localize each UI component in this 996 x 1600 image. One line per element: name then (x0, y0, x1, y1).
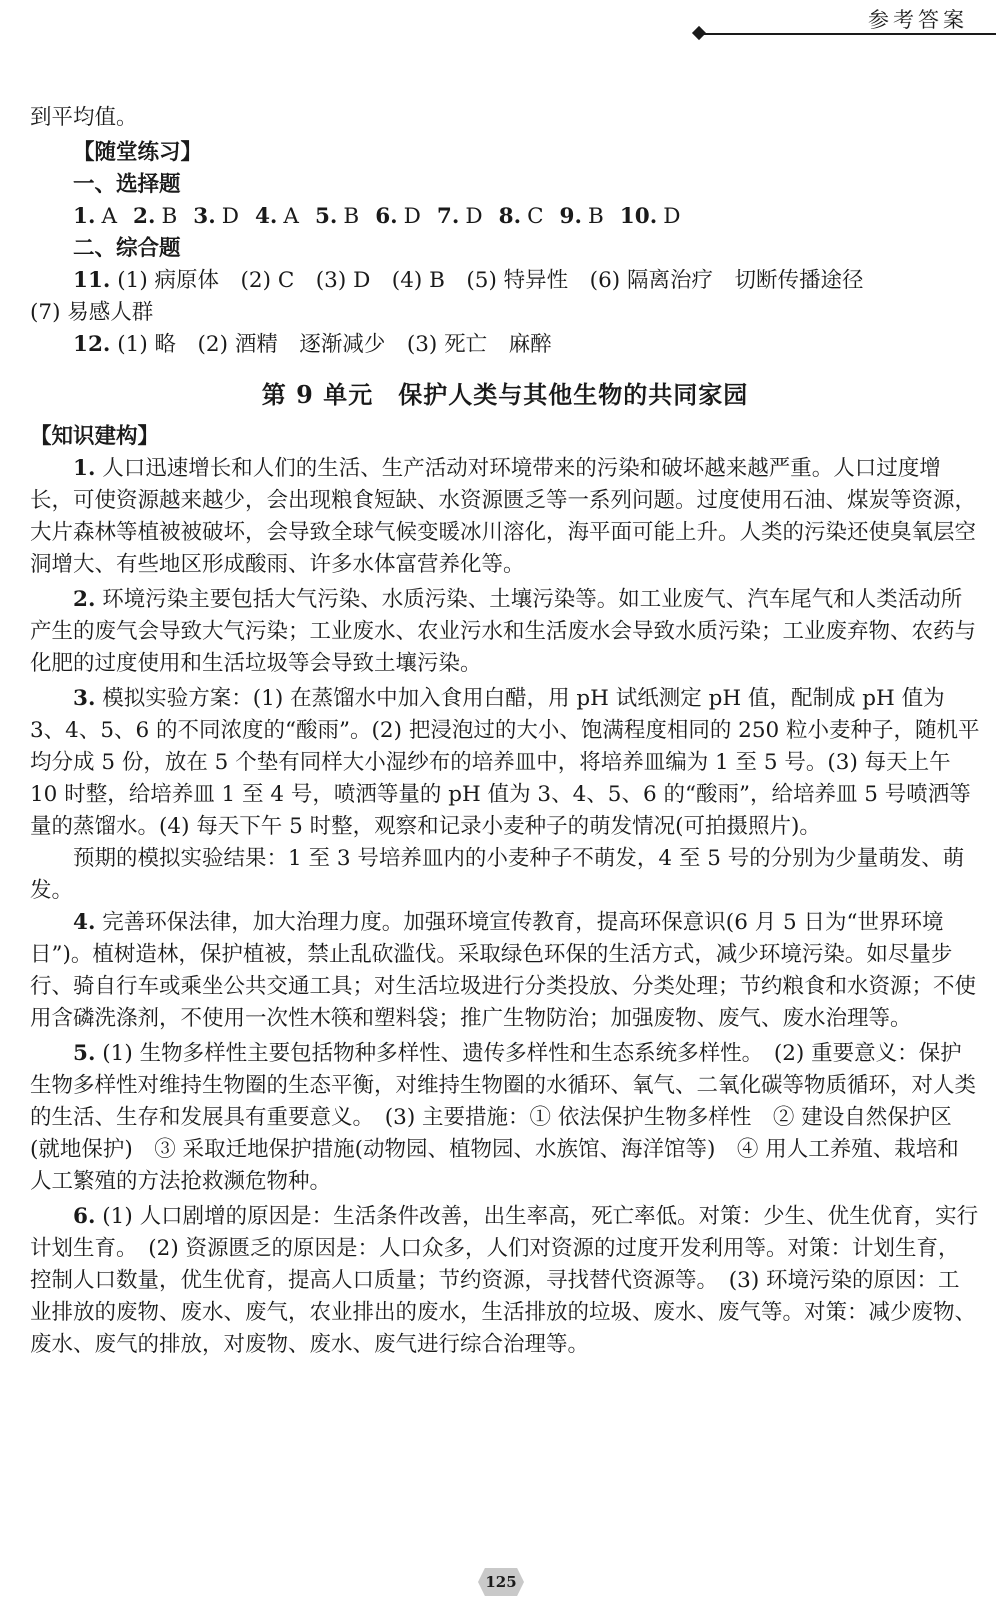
section-comprehensive: 二、综合题 (73, 236, 181, 261)
answer-letter: D (403, 204, 421, 229)
knowledge-paragraph-3-result: 预期的模拟实验结果：1 至 3 号培养皿内的小麦种子不萌发，4 至 5 号的分别为少量萌发、萌发。 (30, 846, 965, 903)
answer-item (375, 204, 421, 229)
answer-number: 9. (559, 204, 582, 229)
header-title: 参考答案 (868, 8, 968, 32)
paragraph-number: 3. (73, 686, 96, 711)
answer-item (73, 204, 117, 229)
answer-item (193, 204, 239, 229)
multiple-choice-answers (30, 201, 980, 233)
question-11-answer: (1) 病原体 (2) C (3) D (4) B (5) 特异性 (6) 隔离治疗 切断传播途径 (117, 268, 864, 293)
unit-title: 第 9 单元 保护人类与其他生物的共同家园 (261, 380, 749, 409)
answer-item (560, 204, 604, 229)
knowledge-paragraph-1 (30, 453, 980, 581)
answer-letter: A (283, 204, 299, 229)
answer-number: 2. (132, 204, 156, 229)
answer-number: 8. (498, 204, 522, 229)
answer-number: 10. (619, 204, 658, 229)
answer-letter: D (221, 204, 239, 229)
continuation-line: 到平均值。 (30, 105, 138, 130)
paragraph-number: 2. (73, 587, 96, 612)
paragraph-text: 模拟实验方案：(1) 在蒸馏水中加入食用白醋，用 pH 试纸测定 pH 值，配制成 pH 值为 3、4、5、6 的不同浓度的“酸雨”。(2) 把浸泡过的大小、饱满程度相同的 250 粒小麦种子，随机平均分成 5 份，放在 5 个垫有同样大小湿纱布的培养皿中，将培养皿编为 1 至 5 号。(3) 每天上午 10 时整，给培养皿 1 至 4 号，喷洒等量的 pH 值为 3、4、5、6 的“酸雨”，给培养皿 5 号喷洒等量的蒸馏水。(4) 每天下午 5 时整，观察和记录小麦种子的萌发情况(可拍摄照片)。 (30, 686, 980, 839)
answer-letter: D (465, 204, 483, 229)
answer-item (133, 204, 177, 229)
knowledge-paragraph-5 (30, 1038, 980, 1198)
answer-item (315, 204, 359, 229)
answer-letter: B (161, 204, 178, 229)
paragraph-number: 1. (73, 456, 96, 481)
answer-item (499, 204, 544, 229)
question-12-answer: (1) 略 (2) 酒精 逐渐减少 (3) 死亡 麻醉 (117, 332, 552, 357)
practice-heading: 【随堂练习】 (73, 140, 203, 165)
answer-number: 5. (314, 204, 338, 229)
answer-letter: A (101, 204, 117, 229)
answer-item (437, 204, 483, 229)
answer-letter: C (527, 204, 544, 229)
question-11 (30, 265, 980, 297)
paragraph-text: 环境污染主要包括大气污染、水质污染、土壤污染等。如工业废气、汽车尾气和人类活动所产生的废气会导致大气污染；工业废水、农业污水和生活废水会导致水质污染；工业废弃物、农药与化肥的过度使用和生活垃圾等会导致土壤污染。 (30, 587, 977, 676)
question-number: 11. (73, 268, 111, 293)
paragraph-number: 6. (73, 1204, 96, 1229)
page-header (0, 0, 996, 44)
paragraph-text: 人口迅速增长和人们的生活、生产活动对环境带来的污染和破坏越来越严重。人口过度增长，可使资源越来越少，会出现粮食短缺、水资源匮乏等一系列问题。过度使用石油、煤炭等资源，大片森林等植被被破坏，会导致全球气候变暖冰川溶化，海平面可能上升。人类的污染还使臭氧层空洞增大、有些地区形成酸雨、许多水体富营养化等。 (30, 456, 977, 577)
knowledge-paragraph-2 (30, 584, 980, 680)
answer-letter: B (343, 204, 360, 229)
page-content (30, 102, 980, 1361)
answer-number: 4. (254, 204, 278, 229)
knowledge-heading: 【知识建构】 (30, 424, 160, 449)
answer-letter: B (587, 204, 604, 229)
paragraph-text: 完善环保法律，加大治理力度。加强环境宣传教育，提高环保意识(6 月 5 日为“世界环境日”)。植树造林，保护植被，禁止乱砍滥伐。采取绿色环保的生活方式，减少环境污染。如尽量步行、骑自行车或乘坐公共交通工具；对生活垃圾进行分类投放、分类处理；节约粮食和水资源；不使用含磷洗涤剂，不使用一次性木筷和塑料袋；推广生物防治；加强废物、废气、废水治理等。 (30, 910, 977, 1031)
answer-letter: D (663, 204, 681, 229)
knowledge-paragraph-6 (30, 1201, 980, 1361)
knowledge-paragraph-4 (30, 907, 980, 1035)
section-multiple-choice: 一、选择题 (73, 172, 181, 197)
answer-item (620, 204, 681, 229)
question-11-continued: (7) 易感人群 (30, 300, 154, 325)
paragraph-text: (1) 生物多样性主要包括物种多样性、遗传多样性和生态系统多样性。 (2) 重要意义：保护生物多样性对维持生物圈的生态平衡，对维持生物圈的水循环、氧气、二氧化碳等物质循环，对人类的生活、生存和发展具有重要意义。 (3) 主要措施：① 依法保护生物多样性 ② 建设自然保护区(就地保护) ③ 采取迁地保护措施(动物园、植物园、水族馆、海洋馆等) ④ 用人工养殖、栽培和人工繁殖的方法抢救濒危物种。 (30, 1041, 977, 1194)
answer-number: 1. (73, 204, 96, 229)
paragraph-text: (1) 人口剧增的原因是：生活条件改善，出生率高，死亡率低。对策：少生、优生优育，实行计划生育。 (2) 资源匮乏的原因是：人口众多，人们对资源的过度开发利用等。对策：计划生育，控制人口数量，优生优育，提高人口质量；节约资源，寻找替代资源等。 (3) 环境污染的原因：工业排放的废物、废水、废气，农业排出的废水，生活排放的垃圾、废水、废气等。对策：减少废物、废水、废气的排放，对废物、废水、废气进行综合治理等。 (30, 1204, 979, 1357)
knowledge-paragraph-3 (30, 683, 980, 843)
page-number: 125 (478, 1568, 524, 1596)
question-number: 12. (73, 332, 111, 357)
answer-item (255, 204, 299, 229)
paragraph-number: 5. (73, 1041, 96, 1066)
answer-number: 6. (375, 204, 398, 229)
question-12 (30, 329, 980, 361)
answer-number: 7. (436, 204, 460, 229)
paragraph-number: 4. (73, 910, 96, 935)
answer-number: 3. (193, 204, 216, 229)
